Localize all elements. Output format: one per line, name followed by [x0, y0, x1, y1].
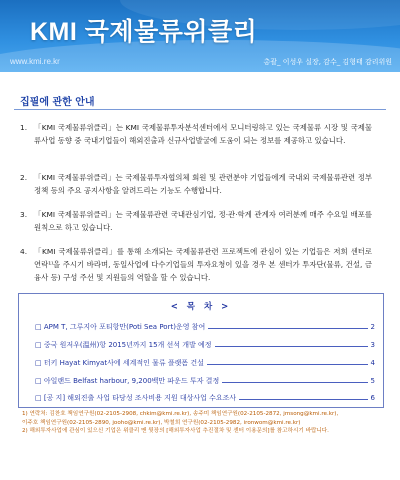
- paragraph-text: 「KMI 국제물류위클리」는 국제물류관련 국내관심기업, 정·관·학계 관계자 여러분께 매주 수요일 배포를 원칙으로 하고 있습니다.: [34, 210, 372, 233]
- toc-item[interactable]: [35, 375, 375, 387]
- toc-item[interactable]: [35, 392, 375, 404]
- paragraph-3: [20, 208, 372, 234]
- paragraph-text: 「KMI 국제물류위클리」는 KMI 국제물류투자분석센터에서 모니터링하고 있는 국제물류 시장 및 국제물류사업 동향 중 국내기업들이 해외진출과 신규사업발굴에 도움이 되는 정보를 제공하고 있습니다.: [34, 123, 372, 146]
- toc-item-text: □ 아일랜드 Belfast harbour, 9,200백만 파운드 투자 결정: [35, 377, 220, 385]
- toc-item-text: □ 터키 Hayat Kimyat사에 세계적인 물류 플랫폼 건설: [35, 359, 204, 367]
- section-divider: [14, 109, 386, 110]
- toc-page-number: 3: [370, 341, 375, 349]
- toc-item[interactable]: [35, 321, 375, 333]
- editors-credit: 총괄_ 이성우 실장, 감수_ 김형태 감리위원: [263, 58, 392, 66]
- toc-header: [19, 294, 383, 312]
- paragraph-number: 1.: [20, 123, 28, 132]
- toc-item[interactable]: [35, 357, 375, 369]
- toc-page-number: 6: [370, 394, 375, 402]
- paragraph-number: 2.: [20, 173, 28, 182]
- table-of-contents: [18, 293, 384, 408]
- site-url: www.kmi.re.kr: [10, 57, 60, 66]
- toc-item-text: □ APM T, 그루지아 포티항만(Poti Sea Port)운영 참여: [35, 323, 206, 331]
- section-title: 집필에 관한 안내: [20, 97, 95, 108]
- paragraph-number: 4.: [20, 247, 28, 256]
- toc-leader: [207, 364, 368, 365]
- paragraph-number: 3.: [20, 210, 28, 219]
- header-banner: [0, 0, 400, 72]
- toc-leader: [239, 399, 367, 400]
- toc-item-text: □ [공 지] 해외진출 사업 타당성 조사비용 지원 대상사업 수요조사: [35, 394, 237, 402]
- paragraph-4: [20, 245, 372, 285]
- paragraph-text: 「KMI 국제물류위클리」는 국제물류투자협의체 회원 및 관련분야 기업들에게 국내외 국제물류관련 정부정책 등의 주요 공지사항을 알려드리는 기능도 수행합니다.: [34, 173, 372, 196]
- toc-item[interactable]: [35, 339, 375, 351]
- toc-page-number: 2: [370, 323, 375, 331]
- toc-page-number: 4: [370, 359, 375, 367]
- paragraph-text: 「KMI 국제물류위클리」를 통해 소개되는 국제물류관련 프로젝트에 관심이 있는 기업들은 저희 센터로 연락¹⁾을 주시기 바라며, 동일사업에 다수기업들의 투자요청이 있을 경우 본 센터가 투자단(물류, 건설, 금융사 등) 구성 주선 및 지원들의 역할을 할 수 있습니다.: [34, 247, 372, 283]
- footnote: 1) 연락처: 김찬호 책임연구원(02-2105-2908, chkim@kmi.re.kr), 송주미 책임연구원(02-2105-2872, jmsong@kmi.re.kr),: [22, 411, 339, 417]
- toc-leader: [215, 346, 368, 347]
- toc-item-text: □ 중국 원저우(温州)항 2015년까지 15개 선석 개발 예정: [35, 341, 212, 349]
- paragraph-1: [20, 121, 372, 147]
- footnote: 이주호 책임연구원(02-2105-2890, jooho@kmi.re.kr), 박철희 연구원(02-2105-2982, ironwom@kmi.re.kr): [22, 419, 301, 426]
- footnotes: [22, 410, 382, 436]
- toc-leader: [222, 382, 367, 383]
- toc-title: < 목 차 >: [170, 302, 232, 312]
- paragraph-2: [20, 171, 372, 197]
- toc-leader: [208, 328, 367, 329]
- toc-page-number: 5: [370, 377, 375, 385]
- footnote: 2) 해외투자사업에 관심이 있으신 기업은 위클리 맨 뒷장의 [해외투자사업 추진절차 및 센터 이용문의]를 참고하시기 바랍니다.: [22, 428, 329, 435]
- brand-title: KMI 국제물류위클리: [30, 18, 258, 46]
